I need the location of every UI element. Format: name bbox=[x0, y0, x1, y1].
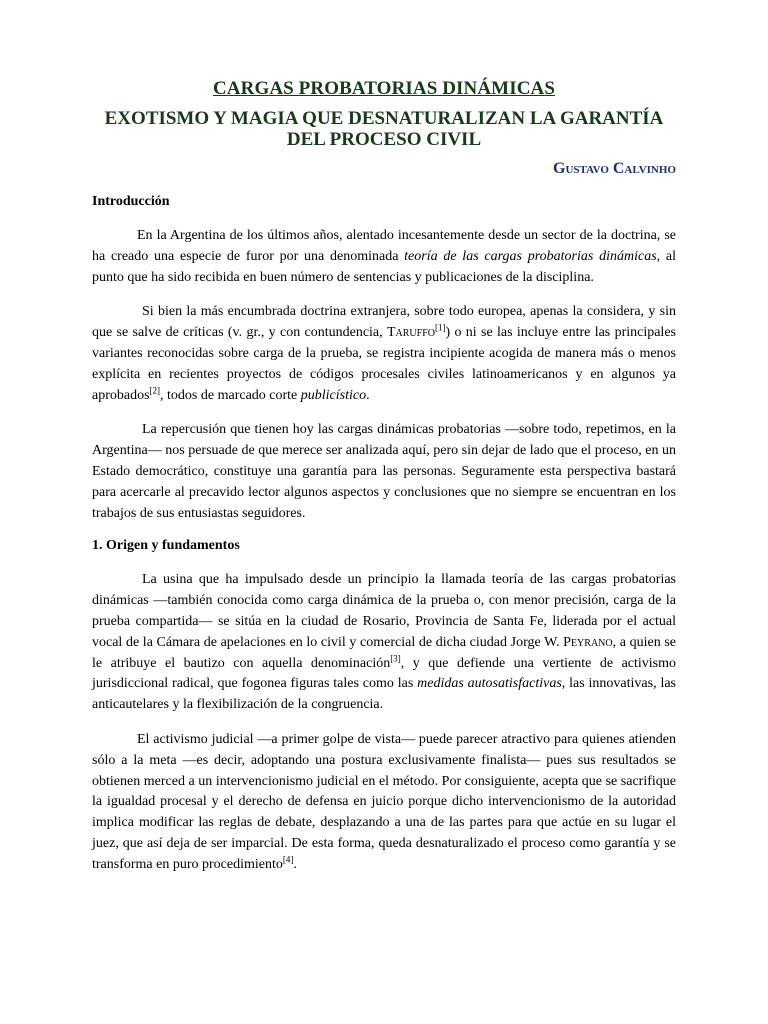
footnote-ref-1[interactable]: [1] bbox=[435, 322, 446, 333]
section-heading-origen: 1. Origen y fundamentos bbox=[92, 538, 240, 554]
author-name: Gustavo Calvinho bbox=[553, 160, 676, 177]
footnote-ref-3[interactable]: [3] bbox=[390, 652, 401, 663]
paragraph-4: La usina que ha impulsado desde un principio la llamada teoría de las cargas probatorias dinámicas —también conocida como carga dinámica de la prueba o, con menor precisión, carga de la prueba compartida— se sitúa en la ciudad de Rosario, Provincia de Santa Fe, liderada por el actual vocal de la Cámara de apelaciones en lo civil y comercial de dicha ciudad Jorge W. Peyrano, a quien se le atribuye el bautizo con aquella denominación[3], y que defiende una vertiente de activismo jurisdiccional radical, que fogonea figuras tales como las medidas autosatisfactivas, las innovativas, las anticautelares y la flexibilización de la congruencia. bbox=[92, 572, 677, 713]
paragraph-2: Si bien la más encumbrada doctrina extranjera, sobre todo europea, apenas la considera, y sin que se salve de críticas (v. gr., y con contundencia, Taruffo[1]) o ni se las incluye entre las principales variantes reconocidas sobre carga de la prueba, se registra incipiente acogida de manera más o menos explícita en recientes proyectos de códigos procesales civiles latinoamericanos y en algunos ya aprobados[2], todos de marcado corte publicístico. bbox=[92, 304, 676, 403]
section-heading-introduccion: Introducción bbox=[92, 194, 170, 209]
footnote-ref-2[interactable]: [2] bbox=[149, 384, 161, 395]
paragraph-1: En la Argentina de los últimos años, alentado incesantemente desde un sector de la doctrina, se ha creado una especie de furor por una denominada teoría de las cargas probatorias dinámicas, al punto que ha sido recibida en buen número de sentencias y publicaciones de la disciplina. bbox=[92, 228, 676, 285]
document-title: CARGAS PROBATORIAS DINÁMICAS bbox=[212, 78, 556, 99]
author-reference-peyrano: Peyrano bbox=[563, 634, 613, 650]
document-subtitle: EXOTISMO Y MAGIA QUE DESNATURALIZAN LA GARANTÍA DEL PROCESO CIVIL bbox=[104, 108, 664, 150]
footnote-ref-4[interactable]: [4] bbox=[282, 854, 294, 865]
paragraph-3: La repercusión que tienen hoy las cargas dinámicas probatorias —sobre todo, repetimos, en la Argentina— nos persuade de que merece ser analizada aquí, pero sin dejar de lado que el proceso, en un Estado democrático, constituye una garantía para las personas. Seguramente esta perspectiva bastará para acercarle al precavido lector algunos aspectos y conclusiones que no siempre se encuentran en los trabajos de sus entusiastas seguidores. bbox=[92, 422, 676, 521]
author-reference-taruffo: Taruffo bbox=[386, 325, 435, 341]
paragraph-5: El activismo judicial —a primer golpe de vista— puede parecer atractivo para quienes atienden sólo a la meta —es decir, adoptando una postura exclusivamente finalista— pues sus resultados se obtienen merced a un intervencionismo judicial en el método. Por consiguiente, acepta que se sacrifique la igualdad procesal y el derecho de defensa en juicio porque dicho intervencionismo de la autoridad implica modificar las reglas de debate, desplazando a una de las partes para que actúe en su lugar el juez, que así deja de ser imparcial. De esta forma, queda desnaturalizado el proceso como garantía y se transforma en puro procedimiento[4]. bbox=[92, 731, 676, 872]
